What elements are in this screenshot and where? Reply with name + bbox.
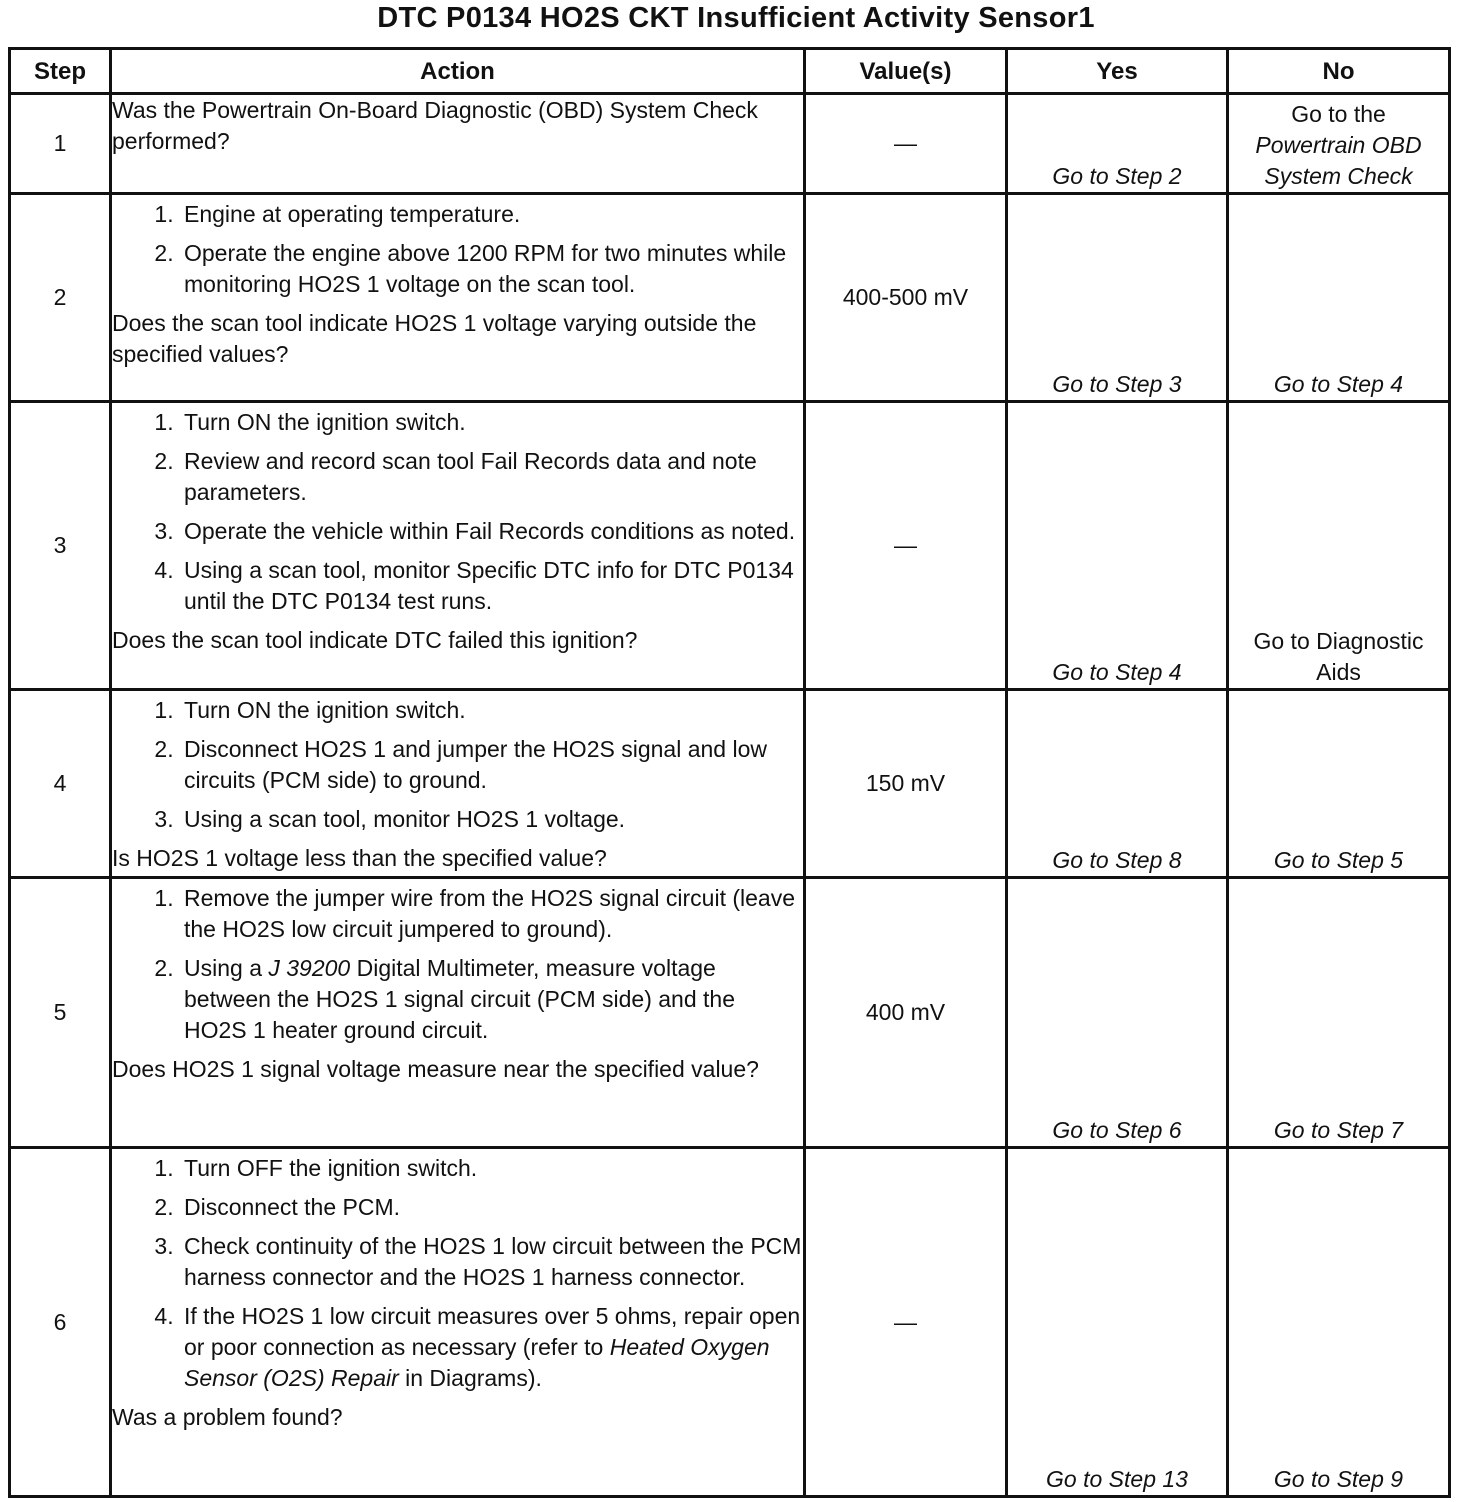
no-cell: Go to Diagnostic Aids <box>1228 402 1450 690</box>
step-number: 1 <box>10 94 111 194</box>
diagnostic-table <box>8 47 1451 1498</box>
table-row <box>10 878 1450 1148</box>
step-number: 6 <box>10 1148 111 1497</box>
yes-cell: Go to Step 4 <box>1007 402 1228 690</box>
table-row <box>10 94 1450 194</box>
substep: 3. Using a scan tool, monitor HO2S 1 voltage. <box>180 804 803 835</box>
no-prefix: Go to the <box>1291 101 1386 127</box>
table-row <box>10 194 1450 402</box>
table-row <box>10 402 1450 690</box>
substep-list <box>112 407 803 617</box>
substep: 1. Remove the jumper wire from the HO2S signal circuit (leave the HO2S low circuit jumpered to ground). <box>180 883 803 945</box>
yes-cell: Go to Step 13 <box>1007 1148 1228 1497</box>
action-question: Was a problem found? <box>112 1404 343 1430</box>
substep: 3. Operate the vehicle within Fail Records conditions as noted. <box>180 516 803 547</box>
substep-list <box>112 1153 803 1394</box>
table-row <box>10 690 1450 878</box>
action-cell <box>111 878 805 1148</box>
substep: 2. Disconnect HO2S 1 and jumper the HO2S signal and low circuits (PCM side) to ground. <box>180 734 803 796</box>
action-cell <box>111 1148 805 1497</box>
substep: 2. Disconnect the PCM. <box>180 1192 803 1223</box>
step-number: 2 <box>10 194 111 402</box>
action-cell <box>111 194 805 402</box>
action-cell <box>111 690 805 878</box>
repair-reference: Heated Oxygen Sensor (O2S) Repair <box>184 1334 770 1391</box>
substep: 1. Turn ON the ignition switch. <box>180 407 803 438</box>
substep-text: Using a <box>184 955 262 981</box>
no-cell: Go to Step 9 <box>1228 1148 1450 1497</box>
substep-text: in Diagrams). <box>405 1365 542 1391</box>
header-action: Action <box>111 49 805 94</box>
yes-cell: Go to Step 8 <box>1007 690 1228 878</box>
substep: 2. Operate the engine above 1200 RPM for two minutes while monitoring HO2S 1 voltage on the scan tool. <box>180 238 803 300</box>
header-yes: Yes <box>1007 49 1228 94</box>
substep: 3. Check continuity of the HO2S 1 low circuit between the PCM harness connector and the HO2S 1 harness connector. <box>180 1231 803 1293</box>
table-row <box>10 1148 1450 1497</box>
no-reference: Powertrain OBD System Check <box>1255 132 1422 189</box>
substep-list <box>112 695 803 835</box>
action-question: Does the scan tool indicate DTC failed this ignition? <box>112 627 638 653</box>
value-cell: 150 mV <box>805 690 1007 878</box>
substep-list <box>112 199 803 300</box>
step-number: 5 <box>10 878 111 1148</box>
value-cell: — <box>805 402 1007 690</box>
header-values: Value(s) <box>805 49 1007 94</box>
step-number: 3 <box>10 402 111 690</box>
substep <box>180 1301 803 1394</box>
no-cell: Go to Step 5 <box>1228 690 1450 878</box>
yes-cell: Go to Step 6 <box>1007 878 1228 1148</box>
substep: 1. Engine at operating temperature. <box>180 199 803 230</box>
action-question: Does the scan tool indicate HO2S 1 voltage varying outside the specified values? <box>112 310 757 367</box>
action-question: Does HO2S 1 signal voltage measure near the specified value? <box>112 1056 759 1082</box>
step-number: 4 <box>10 690 111 878</box>
action-cell <box>111 94 805 194</box>
substep: 1. Turn ON the ignition switch. <box>180 695 803 726</box>
yes-cell: Go to Step 2 <box>1007 94 1228 194</box>
substep-text: Digital Multimeter, measure voltage between the HO2S 1 signal circuit (PCM side) and the HO2S 1 heater ground circuit. <box>184 955 735 1043</box>
value-cell: — <box>805 94 1007 194</box>
no-cell <box>1228 94 1450 194</box>
header-step: Step <box>10 49 111 94</box>
substep-list <box>112 883 803 1046</box>
header-row <box>10 49 1450 94</box>
tool-reference: J 39200 <box>268 955 351 981</box>
no-cell: Go to Step 7 <box>1228 878 1450 1148</box>
document-title: DTC P0134 HO2S CKT Insufficient Activity Sensor1 <box>377 2 1095 34</box>
yes-cell: Go to Step 3 <box>1007 194 1228 402</box>
value-cell: 400-500 mV <box>805 194 1007 402</box>
substep: 1. Turn OFF the ignition switch. <box>180 1153 803 1184</box>
value-cell: 400 mV <box>805 878 1007 1148</box>
substep: 4. Using a scan tool, monitor Specific DTC info for DTC P0134 until the DTC P0134 test runs. <box>180 555 803 617</box>
action-cell <box>111 402 805 690</box>
header-no: No <box>1228 49 1450 94</box>
substep: 2. Review and record scan tool Fail Records data and note parameters. <box>180 446 803 508</box>
substep <box>180 953 803 1046</box>
action-question: Was the Powertrain On-Board Diagnostic (OBD) System Check performed? <box>112 97 758 154</box>
substep-text: If the HO2S 1 low circuit measures over 5 ohms, repair open or poor connection as necessary (refer to <box>184 1303 801 1360</box>
action-question: Is HO2S 1 voltage less than the specified value? <box>112 845 607 871</box>
no-cell: Go to Step 4 <box>1228 194 1450 402</box>
value-cell: — <box>805 1148 1007 1497</box>
